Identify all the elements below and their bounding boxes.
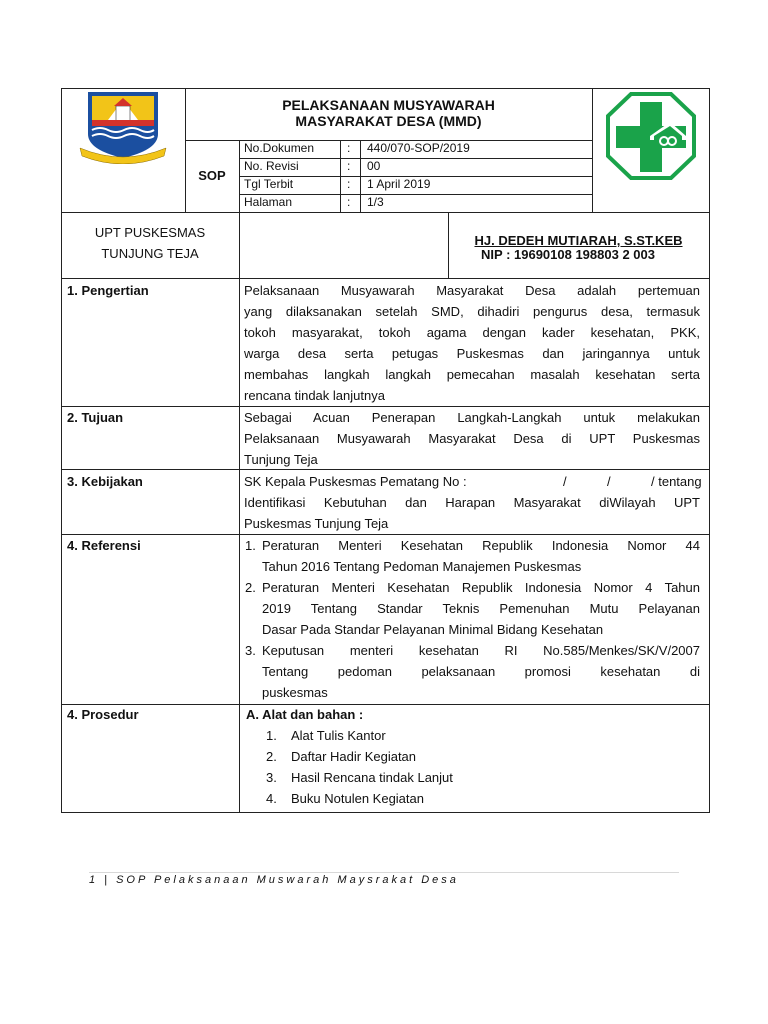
list-number: 2. <box>245 580 256 595</box>
text-line: Pelaksanaan Musyawarah Masyarakat Desa adalah pertemuan <box>244 283 700 298</box>
meta-sep: : <box>347 141 351 155</box>
document-title-line1: PELAKSANAAN MUSYAWARAH <box>282 97 495 113</box>
text-line: yang dilaksanakan setelah SMD, dihadiri pengurus desa, termasuk <box>244 304 700 319</box>
meta-sep: : <box>347 159 351 173</box>
text-line: Identifikasi Kebutuhan dan Harapan Masyarakat diWilayah UPT <box>244 495 700 510</box>
list-item-line: Peraturan Menteri Kesehatan Republik Indonesia Nomor 44 <box>262 538 700 553</box>
list-item-text: Hasil Rencana tindak Lanjut <box>291 770 453 785</box>
section-label-tujuan: 2. Tujuan <box>67 410 124 425</box>
kebijakan-slash: / <box>563 474 567 489</box>
text-line: membahas langkah langkah pemecahan masalah kesehatan serta <box>244 367 700 382</box>
kebijakan-tentang: / tentang <box>651 474 702 489</box>
meta-value-no-dokumen: 440/070-SOP/2019 <box>367 141 470 155</box>
meta-label-tgl-terbit: Tgl Terbit <box>244 177 294 191</box>
signer-nip: NIP : 19690108 198803 2 003 <box>481 247 655 262</box>
list-number: 3. <box>266 770 277 785</box>
document-title-line2: MASYARAKAT DESA (MMD) <box>295 113 482 129</box>
list-item-line: Dasar Pada Standar Pelayanan Minimal Bidang Kesehatan <box>262 622 604 637</box>
meta-value-halaman: 1/3 <box>367 195 384 209</box>
org-name-line2: TUNJUNG TEJA <box>101 246 199 261</box>
puskesmas-logo-icon <box>606 92 696 180</box>
list-item-line: Keputusan menteri kesehatan RI No.585/Menkes/SK/V/2007 <box>262 643 700 658</box>
page-footer: 1 | SOP Pelaksanaan Muswarah Maysrakat Desa <box>89 874 459 886</box>
section-label-prosedur: 4. Prosedur <box>67 707 139 722</box>
kebijakan-slash: / <box>607 474 611 489</box>
text-line: warga desa serta petugas Puskesmas dan jaringannya untuk <box>244 346 700 361</box>
meta-label-no-dokumen: No.Dokumen <box>244 141 315 155</box>
text-line: Tunjung Teja <box>244 452 318 467</box>
text-line: rencana tindak lanjutnya <box>244 388 385 403</box>
regency-seal-icon <box>78 90 168 164</box>
list-number: 4. <box>266 791 277 806</box>
section-label-pengertian: 1. Pengertian <box>67 283 149 298</box>
list-item-line: 2019 Tentang Standar Teknis Pemenuhan Mutu Pelayanan <box>262 601 700 616</box>
signer-name: HJ. DEDEH MUTIARAH, S.ST.KEB <box>474 233 683 248</box>
list-number: 1. <box>266 728 277 743</box>
list-number: 1. <box>245 538 256 553</box>
list-item-text: Buku Notulen Kegiatan <box>291 791 424 806</box>
section-label-kebijakan: 3. Kebijakan <box>67 474 143 489</box>
list-item-line: Tentang pedoman pelaksanaan promosi kesehatan di <box>262 664 700 679</box>
meta-sep: : <box>347 195 351 209</box>
text-line: Puskesmas Tunjung Teja <box>244 516 389 531</box>
list-item-text: Daftar Hadir Kegiatan <box>291 749 417 764</box>
kebijakan-sk-text: SK Kepala Puskesmas Pematang No : <box>244 474 467 489</box>
text-line: Pelaksanaan Musyawarah Masyarakat Desa di UPT Puskesmas <box>244 431 700 446</box>
text-line: Sebagai Acuan Penerapan Langkah-Langkah untuk melakukan <box>244 410 700 425</box>
list-number: 3. <box>245 643 256 658</box>
prosedur-subheading: A. Alat dan bahan : <box>246 707 364 722</box>
meta-value-tgl-terbit: 1 April 2019 <box>367 177 431 191</box>
org-name-line1: UPT PUSKESMAS <box>94 225 206 240</box>
list-item-line: puskesmas <box>262 685 328 700</box>
meta-value-no-revisi: 00 <box>367 159 381 173</box>
footer-rule <box>89 872 679 873</box>
list-item-text: Alat Tulis Kantor <box>291 728 386 743</box>
sop-label: SOP <box>198 168 226 183</box>
meta-label-no-revisi: No. Revisi <box>244 159 299 173</box>
list-item-line: Peraturan Menteri Kesehatan Republik Indonesia Nomor 4 Tahun <box>262 580 700 595</box>
meta-label-halaman: Halaman <box>244 195 293 209</box>
meta-sep: : <box>347 177 351 191</box>
list-number: 2. <box>266 749 277 764</box>
text-line: tokoh masyarakat, tokoh agama dengan kader kesehatan, PKK, <box>244 325 700 340</box>
section-label-referensi: 4. Referensi <box>67 538 141 553</box>
list-item-line: Tahun 2016 Tentang Pedoman Manajemen Puskesmas <box>262 559 582 574</box>
